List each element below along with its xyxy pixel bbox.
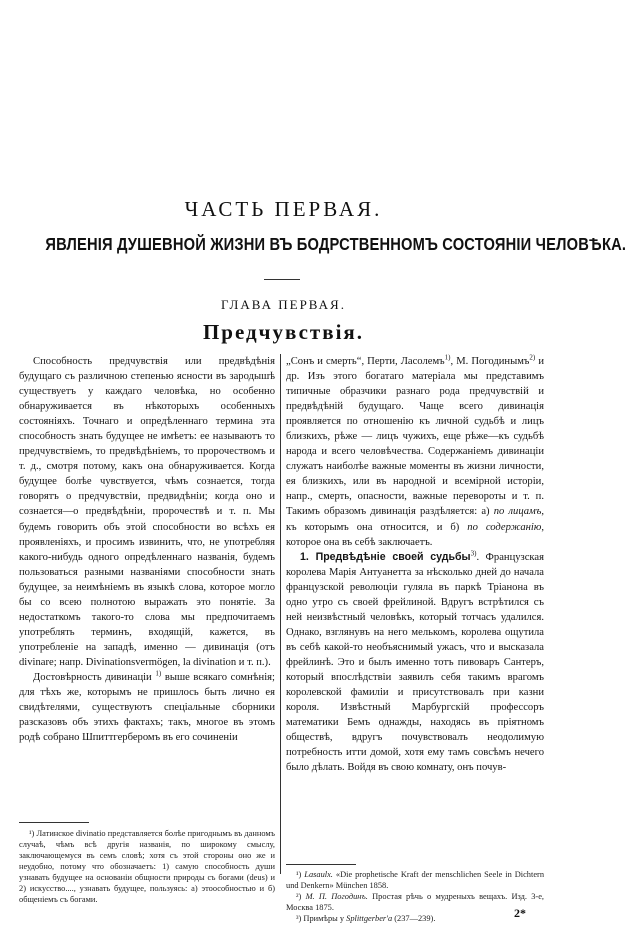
footnotes-left — [19, 828, 275, 905]
right-column — [286, 354, 544, 775]
footnote-number: ¹) — [296, 870, 302, 879]
column-divider — [280, 354, 281, 874]
left-paragraph-2 — [19, 670, 275, 745]
footnote-author: Splittgerber'a — [346, 914, 393, 923]
footnote-text: ³) Примѣры у — [296, 914, 345, 923]
footnote-ref: 2) — [529, 353, 536, 362]
right-text: „Сонъ и смерть“, Перти, Ласолемъ — [286, 356, 445, 367]
footnote-left-1: ¹) Латинское divinatio представляется болѣе пригоднымъ въ данномъ случаѣ, чѣмъ всѣ другія названія, по широкому смыслу, заключающемуся въ семъ словѣ; хотя съ этой стороны оно же и неудобно, потому что обозначаетъ: 1) самую способность души узнавать будущее на основаніи общности природы съ богами (deus) и 2) искусство...., узнавать будущее, пользуясь: а) этоособностью и б) общеніемъ съ богами. — [19, 829, 275, 904]
right-italic: по лицамъ — [493, 506, 542, 518]
left-paragraph-2-start: Достовѣрность дивинаціи — [33, 671, 152, 683]
footnote-text: (237—239). — [394, 914, 436, 923]
left-paragraph-1: Способность предчувствія или предвѣдѣнія будущаго съ различною степенью ясности въ зародышѣ существуетъ у каждаго человѣка, но особенно обнаруживается въ нѣкоторыхъ особенныхъ состояніяхъ. Точнаго и опредѣленнаго термина эта способность знать будущее не имѣетъ: ее называютъ то предчувствіемъ, то предвѣдѣніемъ, то пророчествомъ и т. д., смотря потому, какъ она обнаруживается. Когда будущее болѣе чувствуется, чѣмъ сознается, тогда говорятъ о предчувствіи, предвидѣніи; когда оно и сознается—о предвѣдѣніи, пророчествѣ и т. п. Мы будемъ говорить объ этой способности во всѣхъ ея проявленіяхъ, и просимъ извинить, что, не употребляя какого-нибудь одного опредѣленнаго названія, будемъ пользоваться разными названіями способности знать будущее, за неимѣніемъ въ языкѣ слова, которое могло бы со всею полнотою выражать это понятіе. За недостаткомъ такого-то слова мы предпочитаемъ употреблять терминъ, входящій, кажется, въ употребленіе на западѣ, именно — дивинація (отъ divinare; напр. Divinationsvermögen, la divination и т. п.). — [19, 356, 275, 668]
footnote-number: ²) — [296, 892, 302, 901]
footnote-ref: 1) — [155, 669, 162, 678]
footnote-right-2 — [286, 891, 544, 913]
chapter-title: Предчувствія. — [202, 320, 365, 344]
footnote-right-1 — [286, 869, 544, 891]
left-paragraph-2-rest: выше всякаго сомнѣнія; для тѣхъ же, которымъ не пришлось быть лично ея свидѣтелями, существуютъ спеціальные сборники разсказовъ объ этихъ фактахъ; такъ, многое въ этомъ родѣ собрано Шпиттгерберомъ въ его сочиненіи — [19, 671, 275, 744]
right-text: , М. Погодинымъ — [450, 356, 530, 367]
right-italic: по содержанію — [467, 521, 542, 533]
section-heading: 1. Предвѣдѣніе своей судьбы — [300, 550, 471, 563]
right-paragraph-2 — [286, 550, 544, 776]
right-text: , которое она въ себѣ заключаетъ. — [286, 521, 544, 548]
right-text: . Французская королева Марія Антуанетта за нѣсколько дней до начала французской революціи гуляла въ паркѣ Тріанона въ одно утро съ своей фрейлиной. Вдругъ встрѣтился съ ней неизвѣстный человѣкъ, который тотчасъ удалился. Однако, взглянувъ на него мелькомъ, королева ощутила въ себѣ какой-то необъяснимый ужасъ, что и высказала фрейлинѣ. Это и былъ именно тотъ пивоваръ Сантеръ, который впослѣдствіи заявилъ себя такимъ врагомъ королевской фамиліи и присутствовалъ при казни короля. Извѣстный Марбургскій профессоръ математики Бемъ однажды, находясь въ пріятномъ обществѣ, вдругъ почувствовалъ неодолимую потребность итти домой, хотя ему тамъ совсѣмъ нечего было дѣлать. Войдя въ свою комнату, онъ почув- — [286, 551, 544, 774]
right-text: и др. Изъ этого богатаго матеріала мы представимъ типичные образчики разнаго рода предчувствій и предвѣдѣній будущаго. Чаще всего дивинація проявляется по отношенію къ личной судьбѣ и лицъ близкихъ, рѣже — лицъ чужихъ, еще рѣже—къ судьбѣ народа и всего человѣчества. Содержаніемъ дивинаціи служатъ наиболѣе важные моменты въ жизни личности, ея близкихъ, или въ народной и всемірной исторіи, напр., смерть, опасности, важные перевороты и т. п. Такимъ образомъ дивинація раздѣляется: а) — [286, 356, 544, 518]
footnote-rule-left — [19, 822, 89, 823]
part-subtitle: ЯВЛЕНІЯ ДУШЕВНОЙ ЖИЗНИ ВЪ БОДРСТВЕННОМЪ СОСТОЯНІИ ЧЕЛОВѢКА. — [45, 234, 626, 254]
footnote-right-3 — [286, 913, 544, 924]
footnote-author: М. П. Погодинъ. — [305, 892, 368, 901]
footnote-ref: 3) — [470, 549, 477, 558]
footnote-rule-right — [286, 864, 356, 865]
footnote-ref: 1) — [444, 353, 451, 362]
footnotes-right — [286, 869, 544, 924]
title-divider — [264, 279, 300, 280]
part-title: ЧАСТЬ ПЕРВАЯ. — [184, 197, 383, 221]
footnote-text: «Die prophetische Kraft der menschlichen Seele in Dichtern und Denkern» München 1858. — [286, 870, 545, 890]
left-column — [19, 354, 275, 745]
signature-mark: 2* — [514, 906, 526, 920]
footnote-text: Простая рѣчь о мудреныхъ вещахъ. Изд. 3-е, Москва 1875. — [286, 892, 545, 912]
chapter-label: ГЛАВА ПЕРВАЯ. — [221, 297, 346, 312]
footnote-author: Lasaulx. — [304, 870, 333, 879]
right-paragraph-1 — [286, 354, 544, 550]
right-text: , къ которымъ она относится, и б) — [286, 506, 544, 533]
